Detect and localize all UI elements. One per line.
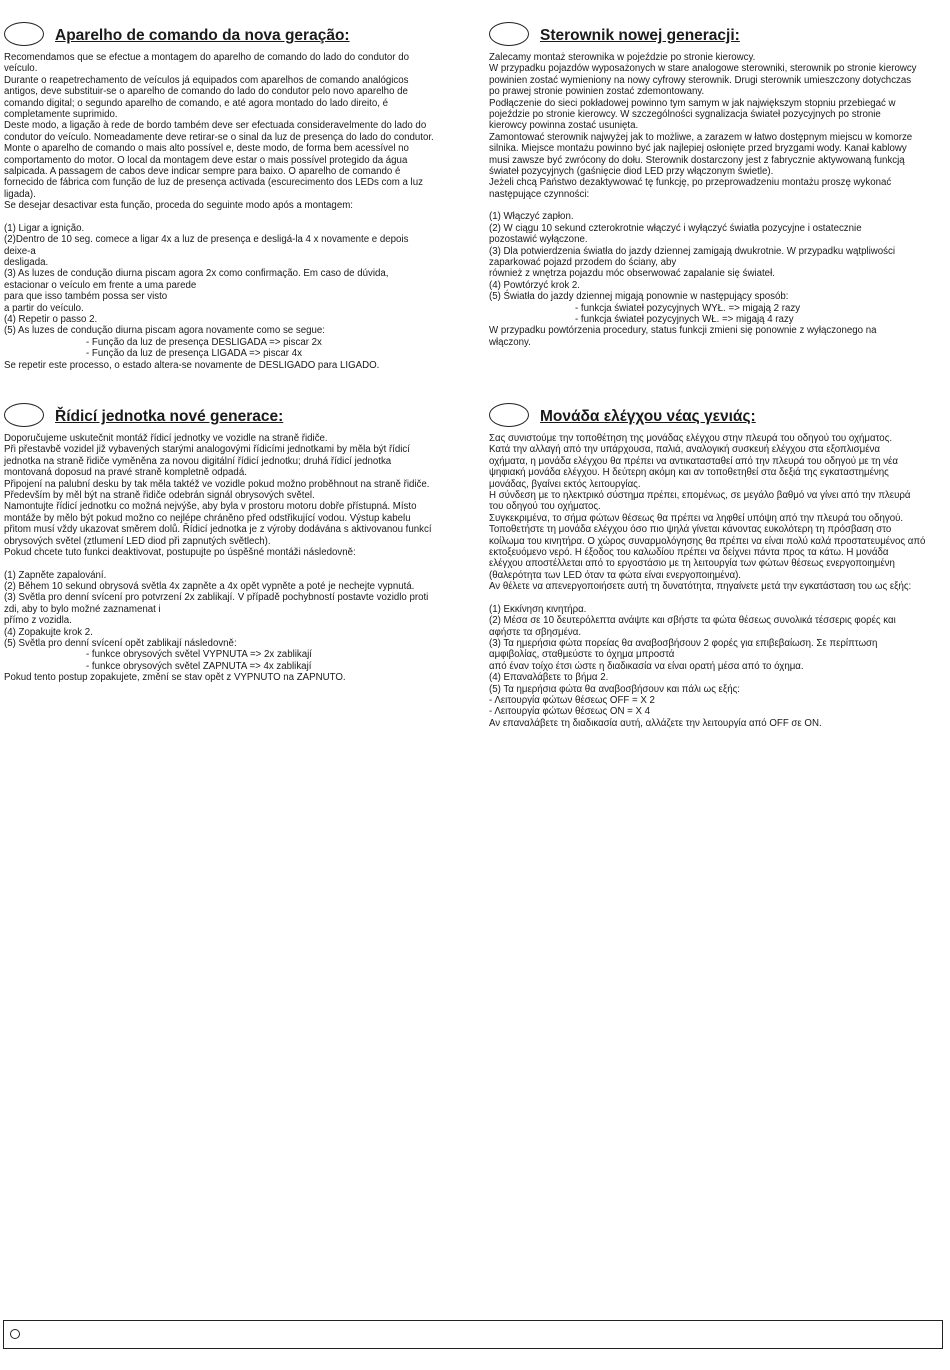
text-line: a partir do veículo. — [4, 302, 84, 314]
text-line: Σας συνιστούμε την τοποθέτηση της μονάδας ελέγχου στην πλευρά του οδηγού του οχήματος. — [489, 433, 893, 444]
text-line: Se desejar desactivar esta função, proceda do seguinte modo após a montagem: — [4, 200, 353, 212]
text-line: Τοποθετήστε τη μονάδα ελέγχου όσο πιο ψηλά γίνεται κάνοντας ευκολότερη τη πρόσβαση στο — [489, 524, 892, 536]
text-line: Především by měl být na straně řidiče odebrán signál obrysových světel. — [4, 489, 315, 501]
text-line: του οδηγού του οχήματος. — [489, 501, 601, 513]
text-line: veículo. — [4, 63, 38, 75]
text-line: świateł pozycyjnych (gaśnięcie diod LED przy włączonym świetle). — [489, 165, 774, 177]
oval-marker-icon — [489, 403, 529, 427]
text-line: (5) Światła do jazdy dziennej migają ponownie w następujący sposób: — [489, 291, 789, 303]
text-line: salpicada. A passagem de cabos deve indicar sempre para baixo. O aparelho de comando é — [4, 165, 401, 177]
text-line: οχήματα, η μονάδα ελέγχου θα πρέπει να αντικατασταθεί από την πλευρά του οδηγού με τη νέα — [489, 455, 898, 467]
section-header — [489, 403, 944, 431]
text-line: następujące czynności: — [489, 188, 590, 200]
text-line: (2) W ciągu 10 sekund czterokrotnie włączyć i wyłączyć światła pozycyjne i ostatecznie — [489, 222, 862, 234]
text-line: desligada. — [4, 257, 49, 269]
section-body — [489, 52, 944, 348]
text-line: Podłączenie do sieci pokładowej powinno tym samym w jak największym stopniu przebiegać w — [489, 97, 896, 109]
text-line: montovaná doposud na pravé straně kompletně odpadá. — [4, 467, 247, 479]
text-line: pojeździe po stronie kierowcy. W szczególności sygnalizacja świateł pozycyjnych po stronie — [489, 108, 881, 120]
text-line: Η σύνδεση με το ηλεκτρικό σύστημα πρέπει, επομένως, σε μεγάλο βαθμό να γίνει από την πλευρά — [489, 489, 911, 501]
text-line: obrysových světel (ztlumení LED diod při zapnutých světlech). — [4, 535, 271, 547]
section-body — [489, 433, 944, 729]
text-line — [4, 558, 459, 569]
text-line: Zalecamy montaż sterownika w pojeździe po stronie kierowcy. — [489, 52, 756, 63]
text-line: (4) Powtórzyć krok 2. — [489, 279, 580, 291]
text-line: από έναν τοίχο έτσι ώστε η διαδικασία να είναι ορατή μέσα από το όχημα. — [489, 660, 804, 672]
text-line: (1) Εκκίνηση κινητήρα. — [489, 603, 587, 615]
text-line: zaparkować pojazd przodem do ściany, aby — [489, 257, 677, 269]
text-line: (1) Ligar a ignição. — [4, 222, 85, 234]
text-line: Συγκεκριμένα, το σήμα φώτων θέσεως θα πρέπει να ληφθεί υπόψη από την πλευρά του οδηγού. — [489, 512, 904, 524]
text-line: (5) Světla pro denní svícení opět zablikají následovně: — [4, 638, 237, 650]
text-line: para que isso também possa ser visto — [4, 291, 168, 303]
text-line: Durante o reapetrechamento de veículos já equipados com aparelhos de comando analógicos — [4, 74, 409, 86]
section-czech — [4, 403, 459, 684]
text-line: αμφιβολίας, σταθμεύστε το όχημα μπροστά — [489, 649, 675, 661]
text-line: (3) Světla pro denní svícení pro potvrzení 2x zablikají. V případě pochybností postavte vozidlo proti — [4, 592, 429, 604]
text-line: silnika. Miejsce montażu powinno być jak najlepiej osłonięte przed bryzgami wody. Kanał kablowy — [489, 143, 907, 155]
text-line: (4) Επαναλάβετε το βήμα 2. — [489, 672, 609, 684]
text-line: εκτοξευόμενο νερό. Η έξοδος του καλωδίου πρέπει να δείχνει πάντα προς τα κάτω. Η μονάδα — [489, 546, 889, 558]
text-line: Zamontować sterownik najwyżej jak to możliwe, a zarazem w łatwo dostępnym miejscu w komorze — [489, 131, 913, 143]
text-line: Jeżeli chcą Państwo dezaktywować tę funkcję, po przeprowadzeniu montażu proszę wykonać — [489, 177, 892, 189]
text-line: Při přestavbě vozidel již vybavených starými analogovými řídicími jednotkami by měla být řídicí — [4, 444, 410, 456]
text-line: - Λειτουργία φώτων θέσεως ON = X 4 — [489, 706, 651, 718]
text-line: přitom musí vždy ukazovat směrem dolů. Řídicí jednotka je z výroby dodávána s aktivovanou funkcí — [4, 524, 432, 536]
text-line: - Função da luz de presença DESLIGADA => piscar 2x — [86, 336, 322, 348]
text-line: Recomendamos que se efectue a montagem do aparelho de comando do lado do condutor do — [4, 52, 409, 63]
text-line: (5) As luzes de condução diurna piscam agora novamente como se segue: — [4, 325, 325, 337]
text-line: Se repetir este processo, o estado altera-se novamente de DESLIGADO para LIGADO. — [4, 359, 380, 371]
text-line: fornecido de fábrica com função de luz de presença activada (escurecimento dos LEDs com a luz — [4, 177, 423, 189]
text-line — [4, 211, 459, 222]
text-line: jednotka na straně řidiče vyměněna za novou digitální řídicí jednotku; druhá řídicí jednotka — [4, 455, 392, 467]
text-line: zdi, aby to bylo možné zaznamenat i — [4, 603, 161, 615]
text-line: Monte o aparelho de comando o mais alto possível e, deste modo, de forma bem acessível no — [4, 143, 409, 155]
text-line: również z wnętrza pojazdu móc obserwować zapalanie się świateł. — [489, 268, 775, 280]
section-header — [4, 22, 459, 50]
section-portuguese — [4, 22, 459, 371]
oval-marker-icon — [489, 22, 529, 46]
text-line: (5) Τα ημερήσια φώτα θα αναβοσβήσουν και πάλι ως εξής: — [489, 683, 740, 695]
text-line: antigos, deve substituir-se o aparelho de comando do lado do condutor pelo novo aparelho de — [4, 86, 408, 98]
text-line: estacionar o veículo em frente a uma parede — [4, 279, 197, 291]
text-line: (1) Włączyć zapłon. — [489, 211, 574, 223]
text-line: Αν θέλετε να απενεργοποιήσετε αυτή τη δυνατότητα, πηγαίνετε μετά την εγκατάσταση του ως εξής: — [489, 581, 912, 593]
oval-marker-icon — [4, 22, 44, 46]
section-body — [4, 52, 459, 371]
text-line: Pokud chcete tuto funkci deaktivovat, postupujte po úspěšné montáži následovně: — [4, 546, 356, 558]
text-line: Deste modo, a ligação à rede de bordo também deve ser efectuada consideravelmente do lado do — [4, 120, 427, 132]
text-line: W przypadku powtórzenia procedury, status funkcji zmieni się ponownie z wyłączonego na — [489, 325, 877, 337]
section-greek — [489, 403, 944, 729]
text-line: - Função da luz de presença LIGADA => piscar 4x — [86, 348, 302, 360]
text-line: Κατά την αλλαγή από την υπάρχουσα, παλιά, αναλογική συσκευή ελέγχου στα εξοπλισμένα — [489, 444, 880, 456]
text-line: - funkcja świateł pozycyjnych WŁ. => migają 4 razy — [575, 313, 794, 325]
text-line: po prawej stronie powinien zostać zdemontowany. — [489, 86, 705, 98]
text-line: powinien zostać wymieniony na nowy cyfrowy sterownik. Drugi sterownik umieszczony dotychczas — [489, 74, 912, 86]
text-line: kierowcy powinna zostać usunięta. — [489, 120, 639, 132]
text-line: completamente suprimido. — [4, 108, 118, 120]
footer-box — [3, 1320, 943, 1349]
text-line: włączony. — [489, 336, 531, 348]
text-line: Pokud tento postup zopakujete, změní se stav opět z VYPNUTO na ZAPNUTO. — [4, 672, 346, 684]
section-title: Řídicí jednotka nové generace: — [55, 408, 284, 425]
text-line: Namontujte řídicí jednotku co možná nejvýše, aby byla v prostoru motoru dobře přístupná. Místo — [4, 501, 417, 513]
text-line: Připojení na palubní desku by tak měla taktéž ve vozidle pokud možno proběhnout na straně řidiče. — [4, 478, 430, 490]
text-line: comportamento do motor. O local da montagem deve estar o mais possível protegido da água — [4, 154, 408, 166]
circle-marker-icon — [10, 1329, 20, 1339]
text-line: - funkcja świateł pozycyjnych WYŁ. => migają 2 razy — [575, 302, 801, 314]
text-line: (2) Během 10 sekund obrysová světla 4x zapněte a 4x opět vypněte a poté je nechejte vypnutá. — [4, 581, 415, 593]
text-line: (3) Dla potwierdzenia światła do jazdy dziennej zamigają dwukrotnie. W przypadku wątpliwości — [489, 245, 895, 257]
text-line: ελέγχου αποστέλλεται από το εργοστάσιο με τη λειτουργία των φώτων θέσεως ενεργοποιημένη — [489, 558, 895, 570]
text-line: ψηφιακή μονάδα ελέγχου. Η δεύτερη ακόμη και αν τοποθετηθεί στα δεξιά της εγκαταστημένης — [489, 467, 889, 479]
section-polish — [489, 22, 944, 348]
section-header — [4, 403, 459, 431]
text-line: (3) Τα ημερήσια φώτα πορείας θα αναβοσβήσουν 2 φορές για επιβεβαίωση. Σε περίπτωση — [489, 638, 878, 650]
text-line: W przypadku pojazdów wyposażonych w stare analogowe sterowniki, sterownik po stronie kierowcy — [489, 63, 917, 75]
text-line: musi zawsze być zwrócony do dołu. Sterownik dostarczony jest z fabrycznie aktywowaną funkcją — [489, 154, 905, 166]
text-line — [489, 592, 944, 603]
section-body — [4, 433, 459, 684]
text-line: αφήστε τα σβησμένα. — [489, 626, 582, 638]
text-line: ligada). — [4, 188, 36, 200]
text-line: (3) As luzes de condução diurna piscam agora 2x como confirmação. Em caso de dúvida, — [4, 268, 389, 280]
text-line: (θαλερότητα των LED όταν τα φώτα είναι ενεργοποιημένα). — [489, 569, 741, 581]
text-line: (2) Μέσα σε 10 δευτερόλεπτα ανάψτε και σβήστε τα φώτα θέσεως συνολικά τέσσερις φορές και — [489, 615, 896, 627]
text-line: - Λειτουργία φώτων θέσεως OFF = X 2 — [489, 694, 655, 706]
oval-marker-icon — [4, 403, 44, 427]
text-line: Doporučujeme uskutečnit montáž řídicí jednotky ve vozidle na straně řidiče. — [4, 433, 328, 444]
text-line: montáže by mělo být pokud možno co nejlépe chráněno před odstřikující vodou. Výstup kabelu — [4, 512, 411, 524]
text-line: Αν επαναλάβετε τη διαδικασία αυτή, αλλάζετε την λειτουργία από OFF σε ON. — [489, 717, 822, 729]
text-line: - funkce obrysových světel VYPNUTA => 2x zablikají — [86, 649, 312, 661]
text-line: κοίλωμα του κινητήρα. Ο χώρος συναρμολόγησης θα πρέπει να είναι πολύ καλά προστατευμένος από — [489, 535, 926, 547]
text-line: pozostawić wyłączone. — [489, 234, 588, 246]
text-line: μονάδας, βγαίνει εκτός λειτουργίας. — [489, 478, 641, 490]
text-line: (4) Zopakujte krok 2. — [4, 626, 93, 638]
text-line: (4) Repetir o passo 2. — [4, 313, 98, 325]
section-title: Aparelho de comando da nova geração: — [55, 27, 350, 44]
text-line: přímo z vozidla. — [4, 615, 72, 627]
text-line: (2)Dentro de 10 seg. comece a ligar 4x a luz de presença e desligá-la 4 x novamente e depois — [4, 234, 409, 246]
text-line: condutor do veículo. Nomeadamente deve retirar-se o sinal da luz de presença do lado do condutor. — [4, 131, 434, 143]
text-line: deixe-a — [4, 245, 36, 257]
text-line: - funkce obrysových světel ZAPNUTA => 4x zablikají — [86, 660, 312, 672]
section-title: Μονάδα ελέγχου νέας γενιάς: — [540, 408, 756, 425]
text-line — [489, 200, 944, 211]
text-line: comando digital; o segundo aparelho de comando, e até agora montado do lado direito, é — [4, 97, 389, 109]
section-title: Sterownik nowej generacji: — [540, 27, 740, 44]
section-header — [489, 22, 944, 50]
text-line: (1) Zapněte zapalování. — [4, 569, 107, 581]
